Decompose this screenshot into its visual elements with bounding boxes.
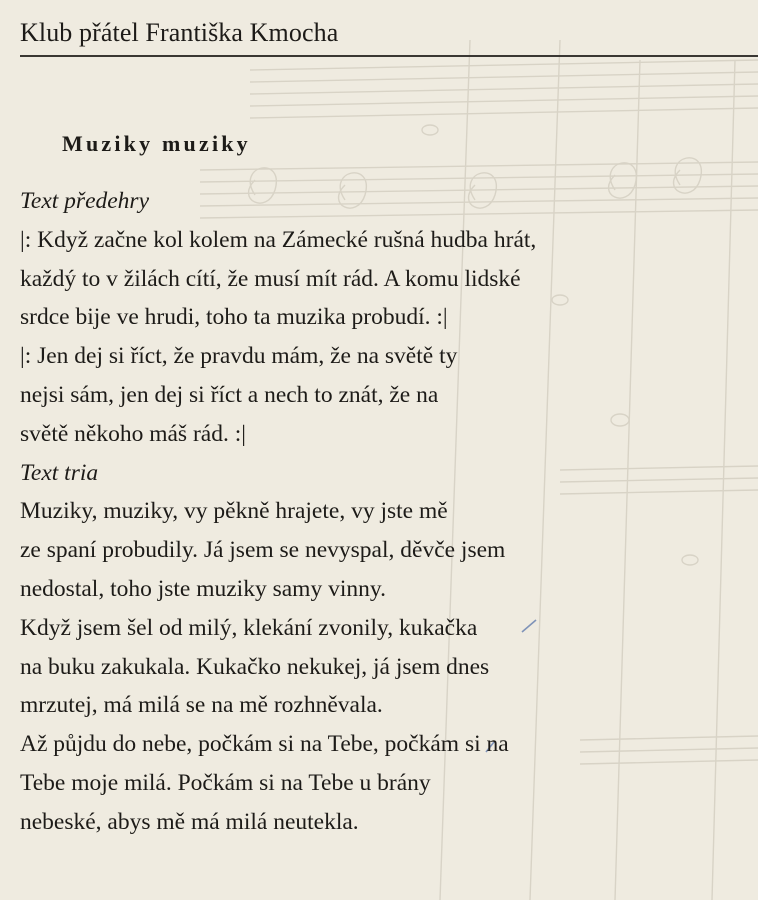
section-label-trio: Text tria [20,459,99,486]
header-divider [20,55,758,57]
lyric-line: každý to v žilách cítí, že musí mít rád. A komu lidské [20,265,521,292]
song-title: Muziky muziky [62,131,251,156]
header-club-name: Klub přátel Františka Kmocha [20,18,339,47]
lyric-line: světě někoho máš rád. :| [20,420,246,447]
lyric-line: |: Když začne kol kolem na Zámecké rušná hudba hrát, [20,226,537,253]
lyric-line: mrzutej, má milá se na mě rozhněvala. [20,692,383,719]
lyric-line: nedostal, toho jste muziky samy vinny. [20,575,386,602]
lyric-line: na buku zakukala. Kukačko nekukej, já jsem dnes [20,653,490,680]
lyric-line: nejsi sám, jen dej si říct a nech to znát, že na [20,381,439,408]
lyric-line: Tebe moje milá. Počkám si na Tebe u brány [20,769,431,796]
lyric-line: |: Jen dej si říct, že pravdu mám, že na světě ty [20,343,458,370]
lyric-line: ze spaní probudily. Já jsem se nevyspal, děvče jsem [20,537,506,564]
lyric-line: nebeské, abys mě má milá neutekla. [20,808,359,835]
lyric-line: Když jsem šel od milý, klekání zvonily, kukačka [20,614,478,641]
song-lyrics [20,184,746,844]
lyric-line: Muziky, muziky, vy pěkně hrajete, vy jste mě [20,498,448,525]
section-label-predehra: Text předehry [20,188,150,214]
lyric-line: Až půjdu do nebe, počkám si na Tebe, počkám si na [20,731,509,758]
lyric-line: srdce bije ve hrudi, toho ta muzika probudí. :| [20,304,448,331]
